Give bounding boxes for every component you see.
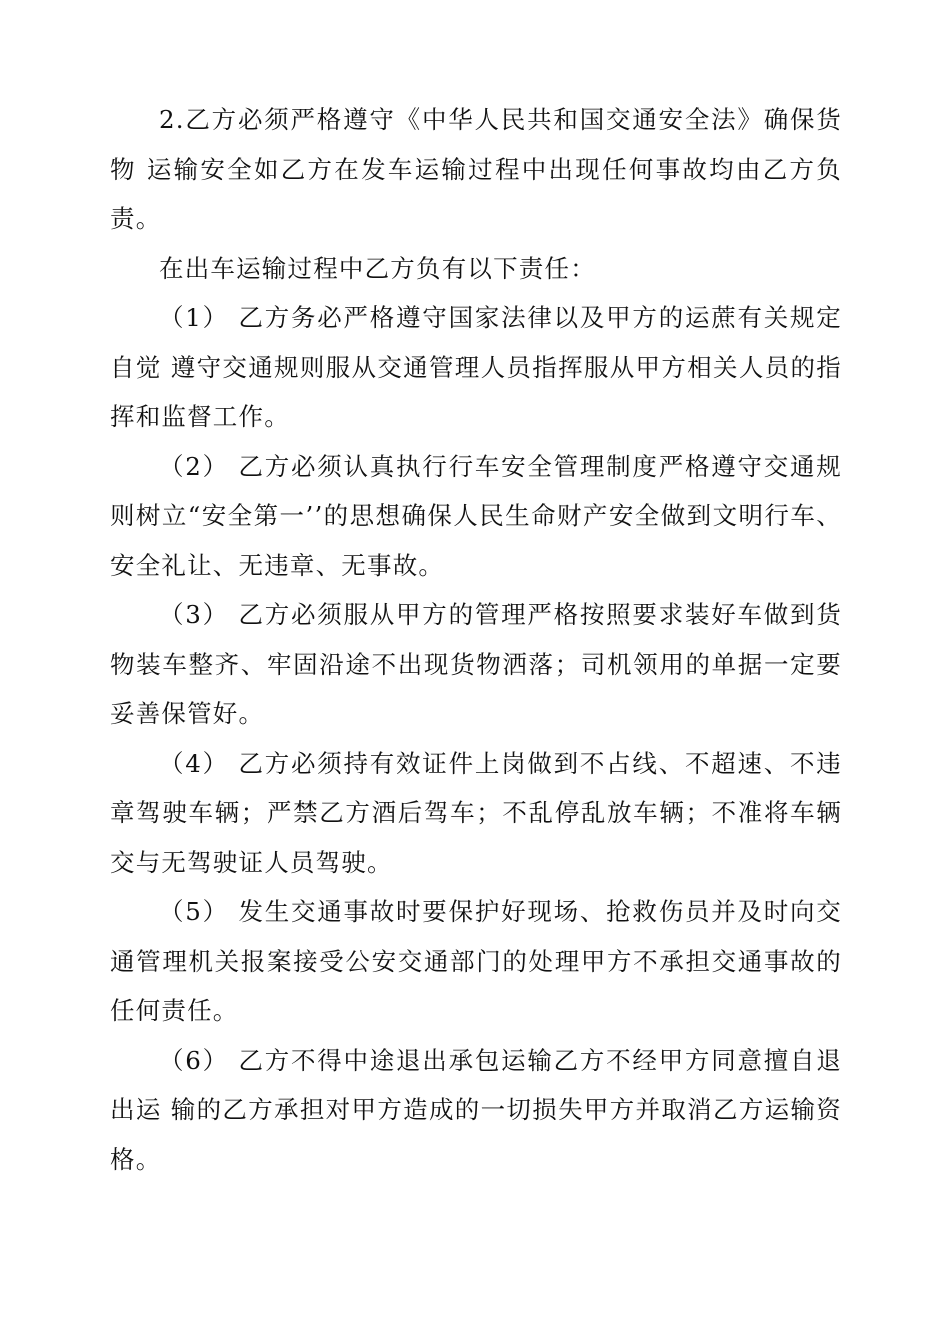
paragraph-clause-2: 2.乙方必须严格遵守《中华人民共和国交通安全法》确保货物 运输安全如乙方在发车运输过程中出现任何事故均由乙方负责。 xyxy=(110,105,842,233)
paragraph-item-1: （1） 乙方务必严格遵守国家法律以及甲方的运蔗有关规定自觉 遵守交通规则服从交通管理人员指挥服从甲方相关人员的指挥和监督工作。 xyxy=(110,303,842,431)
paragraph-responsibilities-intro: 在出车运输过程中乙方负有以下责任： xyxy=(159,253,596,283)
paragraph-item-2: （2） 乙方必须认真执行行车安全管理制度严格遵守交通规则树立“安全第一’’的思想确保人民生命财产安全做到文明行车、安全礼让、无违章、无事故。 xyxy=(110,451,842,580)
paragraph-item-3: （3） 乙方必须服从甲方的管理严格按照要求装好车做到货物装车整齐、牢固沿途不出现货物洒落；司机领用的单据一定要妥善保管好。 xyxy=(110,600,842,728)
paragraph-item-4: （4） 乙方必须持有效证件上岗做到不占线、不超速、不违章驾驶车辆；严禁乙方酒后驾车；不乱停乱放车辆；不准将车辆交与无驾驶证人员驾驶。 xyxy=(110,748,842,877)
paragraph-item-6: （6） 乙方不得中途退出承包运输乙方不经甲方同意擅自退出运 输的乙方承担对甲方造成的一切损失甲方并取消乙方运输资格。 xyxy=(110,1045,842,1174)
paragraph-item-5: （5） 发生交通事故时要保护好现场、抢救伤员并及时向交通管理机关报案接受公安交通部门的处理甲方不承担交通事故的任何责任。 xyxy=(110,897,842,1025)
document-body xyxy=(110,95,842,1184)
